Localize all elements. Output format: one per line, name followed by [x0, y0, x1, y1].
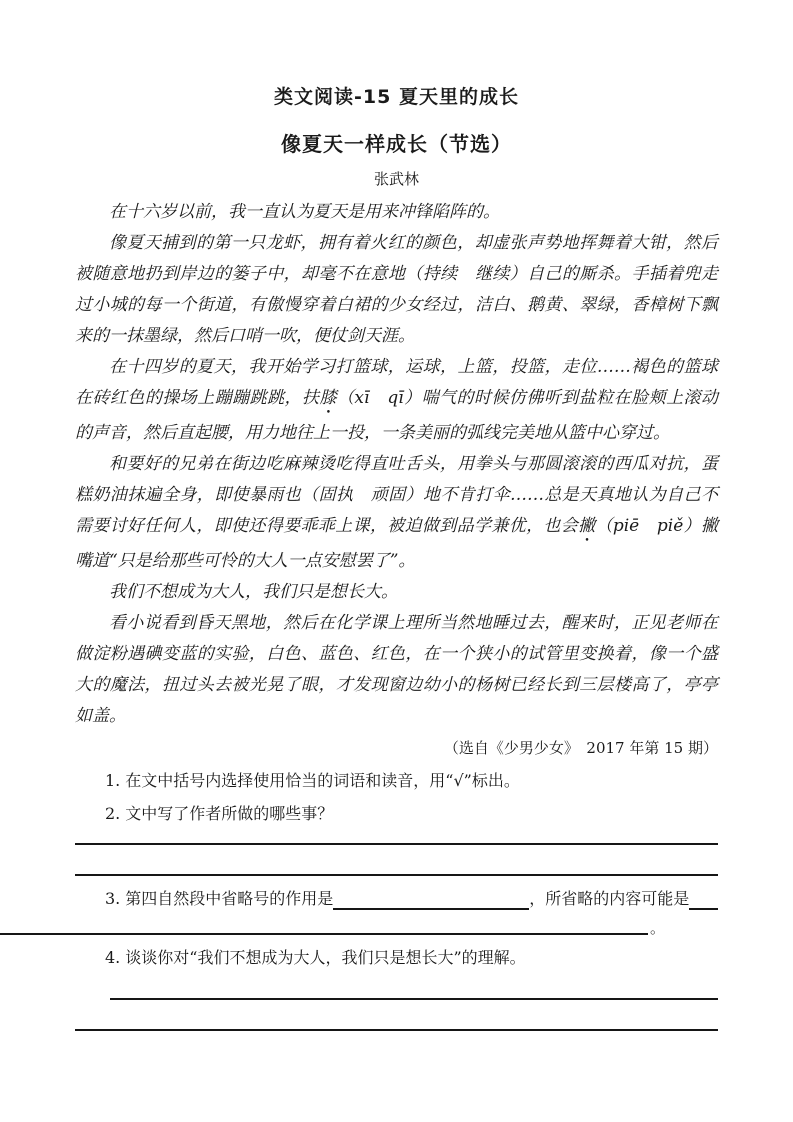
article-body [75, 197, 718, 732]
inline-blank [0, 915, 648, 935]
emphasis-char: 撇 [578, 516, 596, 536]
question-1 [75, 764, 718, 797]
inline-blank [333, 894, 529, 910]
article-paragraph: 和要好的兄弟在街边吃麻辣烫吃得直吐舌头，用拳头与那圆滚滚的西瓜对抗，蛋糕奶油抹遍全身，即使暴雨也（固执 顽固）地不肯打伞……总是天真地认为自己不需要讨好任何人，即使还得要乖乖上课，被迫做到品学兼优，也会撇（piē piě）撇嘴道“只是给那些可怜的大人一点安慰罢了”。 [75, 454, 719, 571]
doc-title: 类文阅读-15 夏天里的成长 [274, 86, 519, 108]
answer-line [75, 1000, 718, 1031]
question-2 [75, 797, 718, 830]
article-paragraph: 我们不想成为大人，我们只是想长大。 [109, 582, 398, 602]
question-text: 在文中括号内选择使用恰当的词语和读音，用“√”标出。 [125, 771, 520, 790]
question-3-continuation [75, 915, 718, 935]
question-list [75, 764, 718, 1031]
question-3 [75, 882, 718, 915]
question-text: 文中写了作者所做的哪些事？ [125, 804, 334, 823]
doc-subtitle: 像夏天一样成长（节选） [281, 132, 512, 156]
answer-line [110, 974, 718, 1000]
period-mark: 。 [650, 919, 666, 937]
article-paragraph: 在十四岁的夏天，我开始学习打篮球，运球，上篮，投篮，走位……褐色的篮球在砖红色的操场上蹦蹦跳跳，扶膝（xī qī）喘气的时候仿佛听到盐粒在脸颊上滚动的声音，然后直起腰，用力地往上一投，一条美丽的弧线完美地从篮中心穿过。 [75, 357, 719, 443]
inline-blank [689, 894, 718, 910]
article-paragraph: 看小说看到昏天黑地，然后在化学课上理所当然地睡过去，醒来时，正见老师在做淀粉遇碘变蓝的实验，白色、蓝色、红色，在一个狭小的试管里变换着，像一个盛大的魔法，扭过头去被光晃了眼，才发现窗边幼小的杨树已经长到三层楼高了，亭亭如盖。 [75, 613, 718, 726]
emphasis-char: 膝 [319, 388, 337, 408]
citation: （选自《少男少女》 2017 年第 15 期） [443, 739, 718, 757]
answer-line [75, 830, 718, 845]
doc-author: 张武林 [373, 170, 419, 188]
answer-line [75, 845, 718, 876]
article-paragraph: 在十六岁以前，我一直认为夏天是用来冲锋陷阵的。 [109, 202, 500, 222]
question-number: 3. [105, 889, 121, 908]
question-text: ，所省略的内容可能是 [529, 889, 690, 908]
question-number: 2. [105, 804, 121, 823]
question-text: 谈谈你对“我们不想成为大人，我们只是想长大”的理解。 [125, 948, 526, 967]
question-text: 第四自然段中省略号的作用是 [125, 889, 334, 908]
question-number: 1. [105, 771, 121, 790]
question-4 [75, 941, 718, 974]
article-paragraph: 像夏天捕到的第一只龙虾，拥有着火红的颜色，却虚张声势地挥舞着大钳，然后被随意地扔到岸边的篓子中，却毫不在意地（持续 继续）自己的厮杀。手插着兜走过小城的每一个街道，有傲慢穿着白裙的少女经过，洁白、鹅黄、翠绿，香樟树下飘来的一抹墨绿，然后口哨一吹，便仗剑天涯。 [75, 233, 718, 346]
question-number: 4. [105, 948, 121, 967]
